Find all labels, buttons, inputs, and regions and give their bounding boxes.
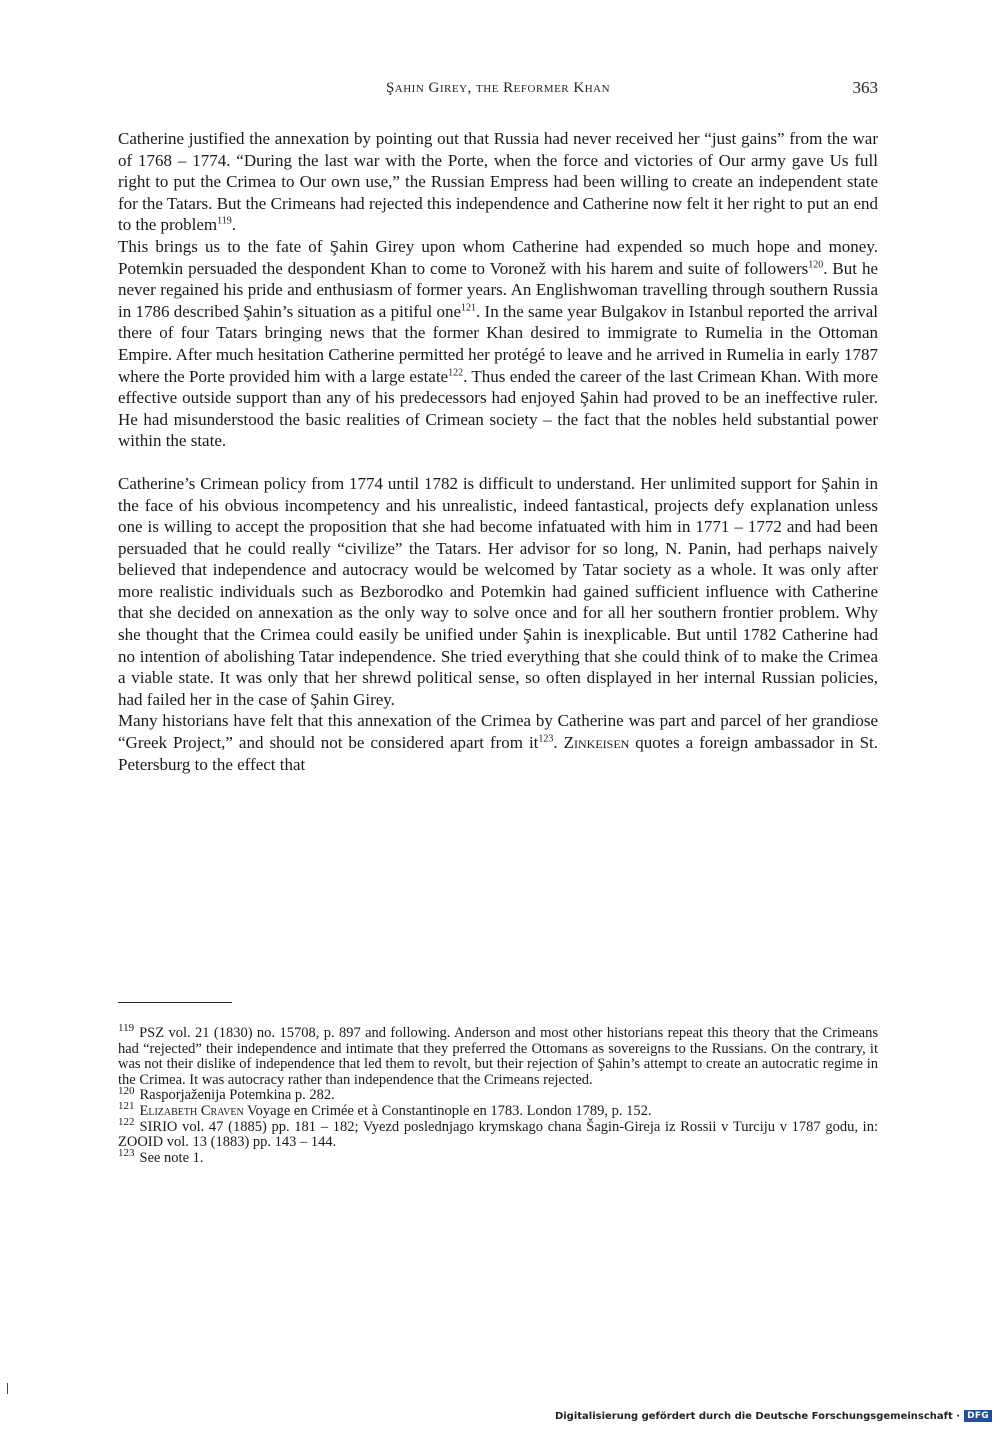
footnote-rule: [118, 1002, 232, 1003]
margin-mark: [7, 1383, 8, 1394]
footnote-ref[interactable]: 122: [448, 366, 464, 378]
paragraph-2: [118, 236, 878, 452]
footnote-122: [118, 1115, 878, 1151]
running-head: Şahin Girey, the Reformer Khan: [385, 80, 611, 96]
text-run: .: [231, 215, 237, 235]
footnote-ref[interactable]: 119: [217, 215, 232, 227]
footnote-119: [118, 1022, 878, 1088]
footnote-ref[interactable]: 121: [461, 302, 476, 314]
digitization-text: Digitalisierung gefördert durch die Deutsche Forschungsgemeinschaft ·: [554, 1410, 961, 1422]
text-run: .: [553, 733, 564, 753]
text-run: . But he never regained his pride and enthusiasm of former years. An Englishwoman travelling through southern Russia in 1786 described Şahin’s situation as a pitiful one: [118, 258, 878, 321]
footnote-text: Rasporjaženija Potemkina p. 282.: [139, 1087, 335, 1104]
footnote-number: 121: [118, 1100, 135, 1113]
footnote-123: [118, 1146, 878, 1167]
paragraph-3: Catherine’s Crimean policy from 1774 until 1782 is difficult to understand. Her unlimited support for Şahin in the face of his obvious incompetency and his unrealistic, indeed fantastical, projects defy explanation unless one is willing to accept the proposition that she had become infatuated with him in 1771 – 1772 and had been persuaded that he could really “civilize” the Tatars. Her advisor for so long, N. Panin, had perhaps naively believed that independence and autocracy would be welcomed by Tatar society as a whole. It was only after more realistic individuals such as Bezborodko and Potemkin had gained sufficient influence with Catherine that she decided on annexation as the only way to solve once and for all her southern frontier problem. Why she thought that the Crimea could easily be unified under Şahin is inexplicable. But until 1782 Catherine had no intention of abolishing Tatar independence. She tried everything that she could think of to make the Crimea a viable state. It was only that her shrewd political sense, so often displayed in her internal Russian policies, had failed her in the case of Şahin Girey.: [118, 473, 878, 709]
page-number: 363: [852, 78, 878, 97]
text-run: Catherine justified the annexation by pointing out that Russia had never received her “just gains” from the war of 1768 – 1774. “During the last war with the Porte, when the force and victories of Our army gave Us full right to put the Crimea to Our own use,” the Russian Empress had been willing to create an independent state for the Tatars. But the Crimeans had rejected this independence and Catherine now felt it her right to put an end to the problem: [118, 129, 878, 235]
text-run: . Thus ended the career of the last Crimean Khan. With more effective outside support than any of his predecessors had enjoyed Şahin had proved to be an ineffective ruler. He had misunderstood the basic realities of Crimean society – the fact that the nobles held substantial power within the state.: [118, 366, 878, 451]
paragraph-1: [118, 128, 878, 236]
footnote-number: 120: [118, 1084, 135, 1097]
footnote-text: PSZ vol. 21 (1830) no. 15708, p. 897 and following. Anderson and most other historians repeat this theory that the Crimeans had “rejected” their independence and intimate that they preferred the Ottomans as sovereigns to the Russians. On the contrary, it was not their dislike of independence that led them to revolt, but their rejection of Şahin’s attempt to create an autocratic regime in the Crimea. It was autocracy rather than independence that the Crimeans rejected.: [118, 1025, 878, 1088]
footnote-ref[interactable]: 123: [538, 733, 554, 745]
footnotes: [118, 1022, 878, 1166]
footnote-121: [118, 1100, 878, 1120]
footnote-number: 119: [118, 1022, 135, 1035]
footnote-text: Voyage en Crimée et à Constantinople en 1783. London 1789, p. 152.: [243, 1102, 652, 1119]
text-run: Many historians have felt that this annexation of the Crimea by Catherine was part and parcel of her grandiose “Greek Project,” and should not be considered apart from it: [118, 711, 878, 753]
body-text: [118, 128, 878, 775]
text-run: quotes a foreign ambassador in St. Petersburg to the effect that: [118, 733, 879, 774]
footnote-text: SIRIO vol. 47 (1885) pp. 181 – 182; Vyezd poslednjago krymskago chana Šagin-Gireja iz Rossii v Turciju v 1787 godu, in: ZOOID vol. 13 (1883) pp. 143 – 144.: [118, 1118, 878, 1151]
text-run: . In the same year Bulgakov in Istanbul reported the arrival there of four Tatars bringing news that the former Khan desired to immigrate to Rumelia in the Ottoman Empire. After much hesitation Catherine permitted her protégé to leave and he arrived in Rumelia in early 1787 where the Porte provided him with a large estate: [118, 301, 878, 386]
footnote-text: See note 1.: [139, 1149, 204, 1166]
digitization-note: [555, 1408, 992, 1424]
author-name: Zinkeisen: [563, 733, 630, 753]
text-run: This brings us to the fate of Şahin Girey upon whom Catherine had expended so much hope and money. Potemkin persuaded the despondent Khan to come to Voronež with his harem and suite of followers: [118, 236, 878, 278]
footnote-number: 122: [118, 1115, 135, 1128]
paragraph-4: [118, 710, 878, 775]
footnote-120: [118, 1084, 878, 1104]
dfg-logo: DFG: [964, 1410, 992, 1422]
footnote-number: 123: [118, 1146, 135, 1159]
page-header: [118, 78, 878, 102]
footnote-ref[interactable]: 120: [808, 258, 824, 270]
author-name: Elizabeth Craven: [139, 1102, 244, 1119]
